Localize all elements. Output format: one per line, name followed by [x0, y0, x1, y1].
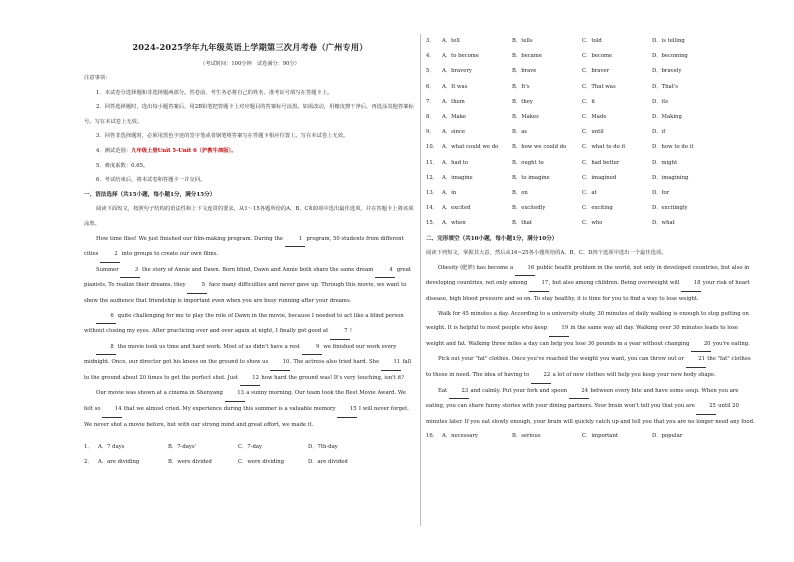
question-number: 7． [426, 98, 435, 105]
option-row [426, 64, 756, 79]
question-number: 4． [426, 53, 435, 60]
option-b[interactable]: B．became [512, 53, 542, 60]
note-item: 2．回答选择题时，选出每小题答案后，用2B铅笔把答题卡上对应题目的答案标号涂黑。如需改动，用橡皮擦干净后，再选涂其他答案标号。写在本试卷上无效。 [84, 104, 414, 125]
option-a[interactable]: A．when [442, 220, 466, 227]
option-d[interactable]: D．if [652, 129, 666, 136]
options-list [84, 440, 416, 470]
question-number: 11． [426, 159, 439, 166]
blank-24[interactable]: 24 [569, 384, 589, 400]
option-d[interactable]: D．what [652, 220, 675, 227]
blank-10[interactable]: 10 [270, 355, 290, 371]
option-row [426, 201, 756, 216]
passage-text: great pianists. To realize their dreams, they [84, 266, 412, 289]
option-b[interactable]: B．It's [512, 83, 530, 90]
option-a[interactable]: A．bravery [442, 68, 472, 75]
blank-2[interactable]: 2 [100, 247, 120, 263]
option-d[interactable]: D．might [652, 159, 678, 166]
question-number: 12． [426, 174, 439, 181]
blank-7[interactable]: 7 [330, 324, 350, 340]
option-c[interactable]: C．it [582, 98, 596, 105]
passage-text: Pick out your "fat" clothes. Once you've reached the weight you want, you can throw out or [438, 356, 686, 363]
passage-paragraph [84, 263, 416, 309]
question-number: 10． [426, 144, 439, 151]
passage-text: your risk of heart disease, high blood pressure and so on. To stay healthy, it is time for you to find a way to lose weight. [426, 280, 750, 303]
passage-text: the story of Annie and Dawn. Born blind, Dawn and Annie both share the same dream [140, 266, 376, 273]
blank-14[interactable]: 14 [102, 402, 122, 418]
passage-paragraph [84, 309, 416, 340]
option-d[interactable]: D．are divided [308, 459, 348, 466]
blank-6[interactable]: 6 [96, 309, 116, 325]
passage-text: program, 50 students from different cities [84, 235, 404, 258]
option-c[interactable]: C．at [582, 190, 597, 197]
note-item: 6．考试结束后，将本试卷和答题卡一并交回。 [96, 177, 206, 184]
passage-text: into groups to create our own films. [120, 251, 219, 258]
option-row [426, 171, 756, 186]
option-b[interactable]: B．serious [512, 433, 541, 440]
option-a[interactable]: A．what could we do [442, 144, 499, 151]
option-b[interactable]: B．excitedly [512, 205, 546, 212]
option-c[interactable]: C．7-day [238, 444, 263, 451]
option-c[interactable]: C．had better [582, 159, 620, 166]
passage-text: a sunny morning. Our team took the Best Movie Award. We felt so [84, 390, 407, 413]
option-b[interactable]: B．brave [512, 68, 537, 75]
option-row [426, 216, 756, 231]
question-number: 15． [426, 220, 439, 227]
option-c[interactable]: C．That was [582, 83, 616, 90]
option-row [426, 156, 756, 171]
option-a[interactable]: A．7 days [98, 444, 125, 451]
note-item [84, 144, 416, 159]
blank-5[interactable]: 5 [187, 278, 207, 294]
passage-paragraph [426, 384, 756, 430]
passage-text: quite challenging for me to play the role of Dawn in the movie, because I needed to act like a blind person without closing my eyes. After practicing over and over again at night, I finally got good at [84, 312, 404, 335]
instructions: 阅读下面短文，按照句子结构的语法性和上下文连贯的要求，从1～15各题所给的A、B、C和D项中选出最佳选项，并在答题卡上将该项涂黑。 [84, 206, 414, 227]
passage-text: public health problem in the world, not only in developed countries, but also in developing countries, not only among [426, 264, 750, 287]
option-b[interactable]: B．to imagine [512, 174, 550, 181]
option-b[interactable]: B．ought to [512, 159, 544, 166]
note-item: 5．难度系数：0.65。 [96, 162, 149, 169]
option-a[interactable]: A．to become [442, 53, 479, 60]
option-a[interactable]: A．excited [442, 205, 471, 212]
passage-text: , but also among children. Being overweight will [548, 280, 682, 287]
question-number: 6． [426, 83, 435, 90]
passage-text: the "fat" clothes to those in need. The idea of having to [426, 356, 751, 378]
section-heading: 二、完形填空（共10小题，每小题1分，满分10分） [426, 235, 558, 242]
passage-paragraph [426, 352, 756, 383]
option-a[interactable]: A．necessary [442, 433, 478, 440]
option-b[interactable]: B．Makes [512, 114, 539, 121]
blank-21[interactable]: 21 [686, 352, 706, 368]
option-d[interactable]: D．That's [652, 83, 678, 90]
passage-text: How time flies! We just finished our film-making program. During the [96, 235, 285, 242]
option-row [84, 440, 416, 455]
passage-text: a lot of new clothes will help you keep your new body shape. [550, 371, 716, 378]
option-c[interactable]: C．imagined [582, 174, 617, 181]
blank-15[interactable]: 15 [337, 402, 357, 418]
option-c[interactable]: C．become [582, 53, 613, 60]
exam-subtitle: （考试时间：100分钟 试卷满分：90分） [200, 61, 300, 67]
option-a[interactable]: A．them [442, 98, 465, 105]
option-d[interactable]: D．how to do it [652, 144, 694, 151]
option-a[interactable]: A．in [442, 190, 457, 197]
option-d[interactable]: D．excitingly [652, 205, 688, 212]
passage-text: ! [349, 328, 353, 335]
passage-paragraph [426, 307, 756, 353]
option-a[interactable]: A．had to [442, 159, 469, 166]
blank-13[interactable]: 13 [225, 386, 245, 402]
note4-prefix: 4．测试范围： [96, 147, 132, 154]
option-d[interactable]: D．popular [652, 433, 683, 440]
option-row [426, 429, 756, 444]
notes-block [84, 71, 416, 188]
passage-text: until 20 minutes later. If you eat slowly enough, your brain will quickly catch up and tell you that you are no longer need any food. [426, 403, 755, 425]
question-number: 2． [84, 459, 93, 466]
passage [426, 261, 756, 430]
option-a[interactable]: A．since [442, 129, 466, 136]
option-b[interactable]: B．that [512, 220, 533, 227]
blank-4[interactable]: 4 [375, 263, 395, 279]
option-b[interactable]: B．they [512, 98, 533, 105]
option-row [84, 455, 416, 470]
blank-16[interactable]: 16 [515, 261, 535, 277]
instructions: 阅读下列短文，掌握其大意，然后从16~25各小题所给的A、B、C、D四个选项中选出一个最佳选项。 [426, 250, 667, 257]
blank-25[interactable]: 25 [696, 399, 716, 415]
option-row [426, 110, 756, 125]
question-number: 13． [426, 190, 439, 197]
option-b[interactable]: B．as [512, 129, 528, 136]
question-number: 8． [426, 114, 435, 121]
blank-19[interactable]: 19 [549, 321, 569, 337]
question-number: 14． [426, 205, 439, 212]
section-heading: 一、语法选择（共15小题，每小题1分，满分15分） [84, 191, 216, 198]
option-c[interactable]: C．were dividing [238, 459, 285, 466]
passage-block [84, 202, 416, 432]
blank-8[interactable]: 8 [96, 340, 116, 356]
option-b[interactable]: B．tells [512, 38, 533, 44]
option-d[interactable]: D．Making [652, 114, 682, 121]
blank-22[interactable]: 22 [531, 368, 551, 384]
option-c[interactable]: C．Made [582, 114, 607, 121]
passage-text: and calmly. Put your fork and spoon [468, 387, 569, 394]
blank-23[interactable]: 23 [449, 384, 469, 400]
option-a[interactable]: A．are dividing [98, 459, 140, 466]
options-list [426, 429, 756, 444]
option-c[interactable]: C．told [582, 38, 602, 44]
question-number: 16． [426, 433, 439, 440]
option-c[interactable]: C．until [582, 129, 604, 136]
option-d[interactable]: D．imagining [652, 174, 689, 181]
option-d[interactable]: D．its [652, 98, 669, 105]
passage-text: we finished our work every midnight. Once, our director got his knees on the ground to show us [84, 343, 397, 366]
passage-paragraph [84, 386, 416, 432]
passage-paragraph [426, 261, 756, 307]
option-a[interactable]: A．Make [442, 114, 467, 121]
blank-3[interactable]: 3 [120, 263, 140, 279]
passage-text: the movie took us time and hard work. Most of us didn't have a rest [116, 343, 302, 350]
option-d[interactable]: D．7th-day [308, 444, 338, 451]
blank-12[interactable]: 12 [240, 371, 260, 387]
option-a[interactable]: A．tell [442, 38, 460, 44]
option-b[interactable]: B．on [512, 190, 528, 197]
question-number: 3． [426, 38, 435, 44]
option-c[interactable]: C．braver [582, 68, 610, 75]
passage-text: Walk for 45 minutes a day. According to a university study, 30 minutes of daily walking is enough to stop putting on weight. It is helpful to most people who keep [426, 310, 749, 332]
passage [84, 232, 416, 433]
option-c[interactable]: C．who [582, 220, 603, 227]
passage-text: fall to the ground about 20 times to get the perfect shot. Just [84, 359, 412, 381]
note-item: 1．本试卷分选择题和非选择题两部分。答卷前，考生务必将自己的姓名、准考证号填写在答题卡上。 [96, 89, 333, 96]
passage-text: . The actress also tried hard. She [290, 359, 381, 366]
option-row [426, 140, 756, 155]
option-c[interactable]: C．exciting [582, 205, 613, 212]
option-a[interactable]: A．It was [442, 83, 468, 90]
blank-9[interactable]: 9 [302, 340, 322, 356]
option-row [426, 80, 756, 95]
option-c[interactable]: C．what to do it [582, 144, 626, 151]
option-row [426, 95, 756, 110]
exam-title: 2024-2025学年九年级英语上学期第三次月考卷（广州专用） [132, 42, 368, 52]
passage-text: Obesity (肥胖) has become a [438, 264, 515, 271]
passage-text: Eat [438, 387, 449, 394]
passage-paragraph [84, 340, 416, 387]
option-b[interactable]: B．how we could do [512, 144, 567, 151]
option-a[interactable]: A．imagine [442, 174, 473, 181]
column-divider [420, 34, 421, 526]
question-number: 5． [426, 68, 435, 75]
option-b[interactable]: B．7-days' [168, 444, 197, 451]
option-d[interactable]: D．becoming [652, 53, 688, 60]
blank-1[interactable]: 1 [285, 232, 305, 248]
right-column [426, 34, 756, 526]
notes-heading: 注意事项： [84, 75, 111, 81]
options-list [426, 34, 756, 232]
option-row [426, 125, 756, 140]
option-d[interactable]: D．is telling [652, 38, 685, 44]
passage-text: between every bite and have some soup. When you are eating, you can share funny stories with your dining partners. Your brain won't tell you that you are [426, 387, 739, 410]
option-d[interactable]: D．bravely [652, 68, 682, 75]
option-row [426, 49, 756, 64]
passage-text: you're eating. [711, 340, 750, 347]
question-number: 9． [426, 129, 435, 136]
blank-18[interactable]: 18 [681, 276, 701, 292]
passage-text: in the same way all day. Walking over 30 minutes leads to lose weight and fat. Walking three miles a day can help you lose 30 pounds in a year without changing [426, 325, 739, 347]
passage-text: Our movie was shown at a cinema in Shenyang [96, 390, 225, 397]
passage-text: that we almost cried. My experience during this summer is a valuable memory [122, 406, 338, 413]
left-column [84, 34, 416, 526]
note-item: 3．回答非选择题时，必须用黑色字迹的签字笔或者钢笔将答案写在答题卡相应位置上。写在本试卷上无效。 [96, 133, 349, 140]
option-c[interactable]: C．important [582, 433, 619, 440]
option-row [426, 186, 756, 201]
passage-text: I will never forget. We never shot a movie before, but with our strong mind and great effort, we made it. [84, 406, 409, 428]
option-row [426, 34, 756, 49]
passage-block [426, 246, 756, 429]
blank-11[interactable]: 11 [381, 355, 401, 371]
blank-20[interactable]: 20 [691, 337, 711, 353]
passage-text: Summer [96, 266, 121, 273]
question-number: 1． [84, 444, 93, 451]
test-range: 九年级上册Unit 5-Unit 6（沪教牛津版）。 [131, 147, 237, 154]
passage-text: how hard the ground was! It's very touching, isn't it? [259, 374, 405, 381]
passage-text: face many difficulties and never gave up. Through this movie, we want to show the audience that friendship is important even when you are busy running after your dreams. [84, 282, 407, 304]
passage-paragraph [84, 232, 416, 263]
option-d[interactable]: D．for [652, 190, 670, 197]
blank-17[interactable]: 17 [529, 276, 549, 292]
option-b[interactable]: B．were divided [168, 459, 212, 466]
